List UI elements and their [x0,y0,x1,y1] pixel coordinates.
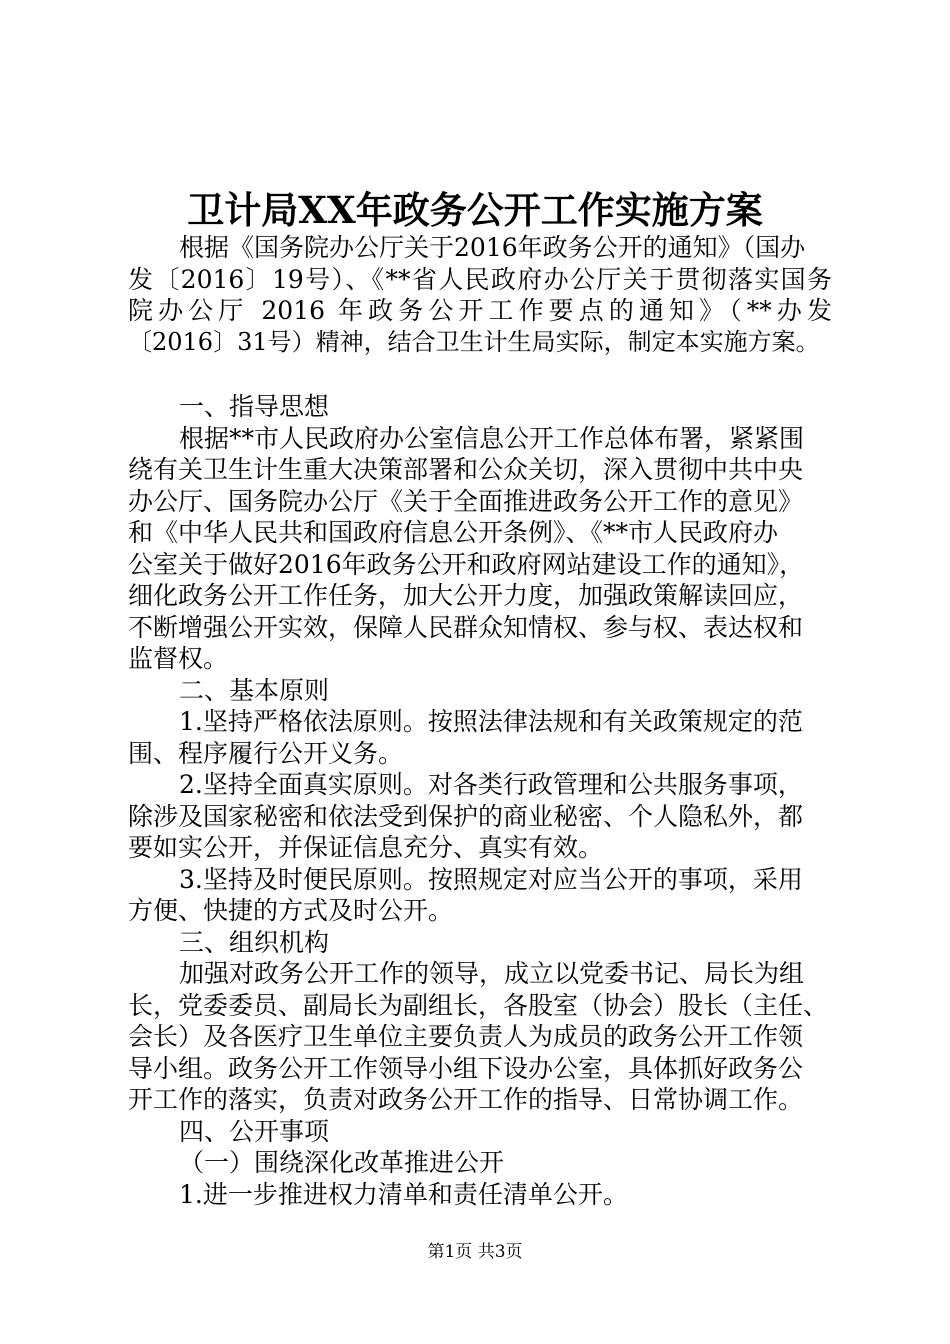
paragraph-line: 根据《国务院办公厅关于2016年政务公开的通知》（国办 [179,233,806,262]
paragraph-line: 开工作的落实，负责对政务公开工作的指导、日常协调工作。 [128,1085,804,1114]
paragraph-line: 2.坚持全面真实原则。对各类行政管理和公共服务事项， [179,770,803,799]
document-body [128,232,832,1210]
subsection-heading: （一）围绕深化改革推进公开 [179,1148,505,1177]
paragraph-line: 发〔2016〕19号）、《**省人民政府办公厅关于贯彻落实国务 [128,264,832,294]
paragraph-line: 方便、快捷的方式及时公开。 [128,896,454,925]
paragraph-line: 不断增强公开实效，保障人民群众知情权、参与权、表达权和 [128,612,804,642]
paragraph-line: 1.进一步推进权力清单和责任清单公开。 [179,1179,628,1209]
paragraph-line: 院办公厅 2016 年政务公开工作要点的通知》（**办发 [128,296,832,325]
document-title: 卫计局XX年政务公开工作实施方案 [187,188,763,232]
paragraph-line: 要如实公开，并保证信息充分、真实有效。 [128,833,604,862]
paragraph-spacer [128,358,832,391]
paragraph-line: 长，党委委员、副局长为副组长，各股室（协会）股长（主任、 [128,990,829,1020]
paragraph-line: 会长）及各医疗卫生单位主要负责人为成员的政务公开工作领 [128,1022,804,1051]
paragraph-line: 1.坚持严格依法原则。按照法律法规和有关政策规定的范 [179,707,803,736]
paragraph-line: 根据**市人民政府办公室信息公开工作总体布署，紧紧围 [179,423,805,453]
section-heading: 二、基本原则 [179,675,330,705]
paragraph-line: 加强对政务公开工作的领导，成立以党委书记、局长为组 [179,959,805,988]
page-number: 第1页 共3页 [427,1242,523,1262]
section-heading: 一、指导思想 [179,392,330,421]
paragraph-line: 围、程序履行公开义务。 [128,738,404,768]
section-heading: 四、公开事项 [179,1116,330,1146]
paragraph-line: 绕有关卫生计生重大决策部署和公众关切，深入贯彻中共中央 [128,455,804,484]
paragraph-line: 〔2016〕31号）精神，结合卫生计生局实际，制定本实施方案。 [128,327,820,356]
paragraph-line: 3.坚持及时便民原则。按照规定对应当公开的事项，采用 [179,864,803,894]
paragraph-line: 细化政务公开工作任务，加大公开力度，加强政策解读回应， [128,581,804,610]
paragraph-line: 监督权。 [128,644,229,673]
paragraph-line: 公室关于做好2016年政务公开和政府网站建设工作的通知》， [128,549,805,579]
paragraph-line: 导小组。政务公开工作领导小组下设办公室，具体抓好政务公 [128,1053,804,1083]
paragraph-line: 除涉及国家秘密和依法受到保护的商业秘密、个人隐私外，都 [128,801,804,831]
paragraph-line: 和《中华人民共和国政府信息公开条例》、《**市人民政府办 [128,518,779,547]
section-heading: 三、组织机构 [179,927,330,957]
paragraph-line: 办公厅、国务院办公厅《关于全面推进政务公开工作的意见》 [128,486,804,516]
